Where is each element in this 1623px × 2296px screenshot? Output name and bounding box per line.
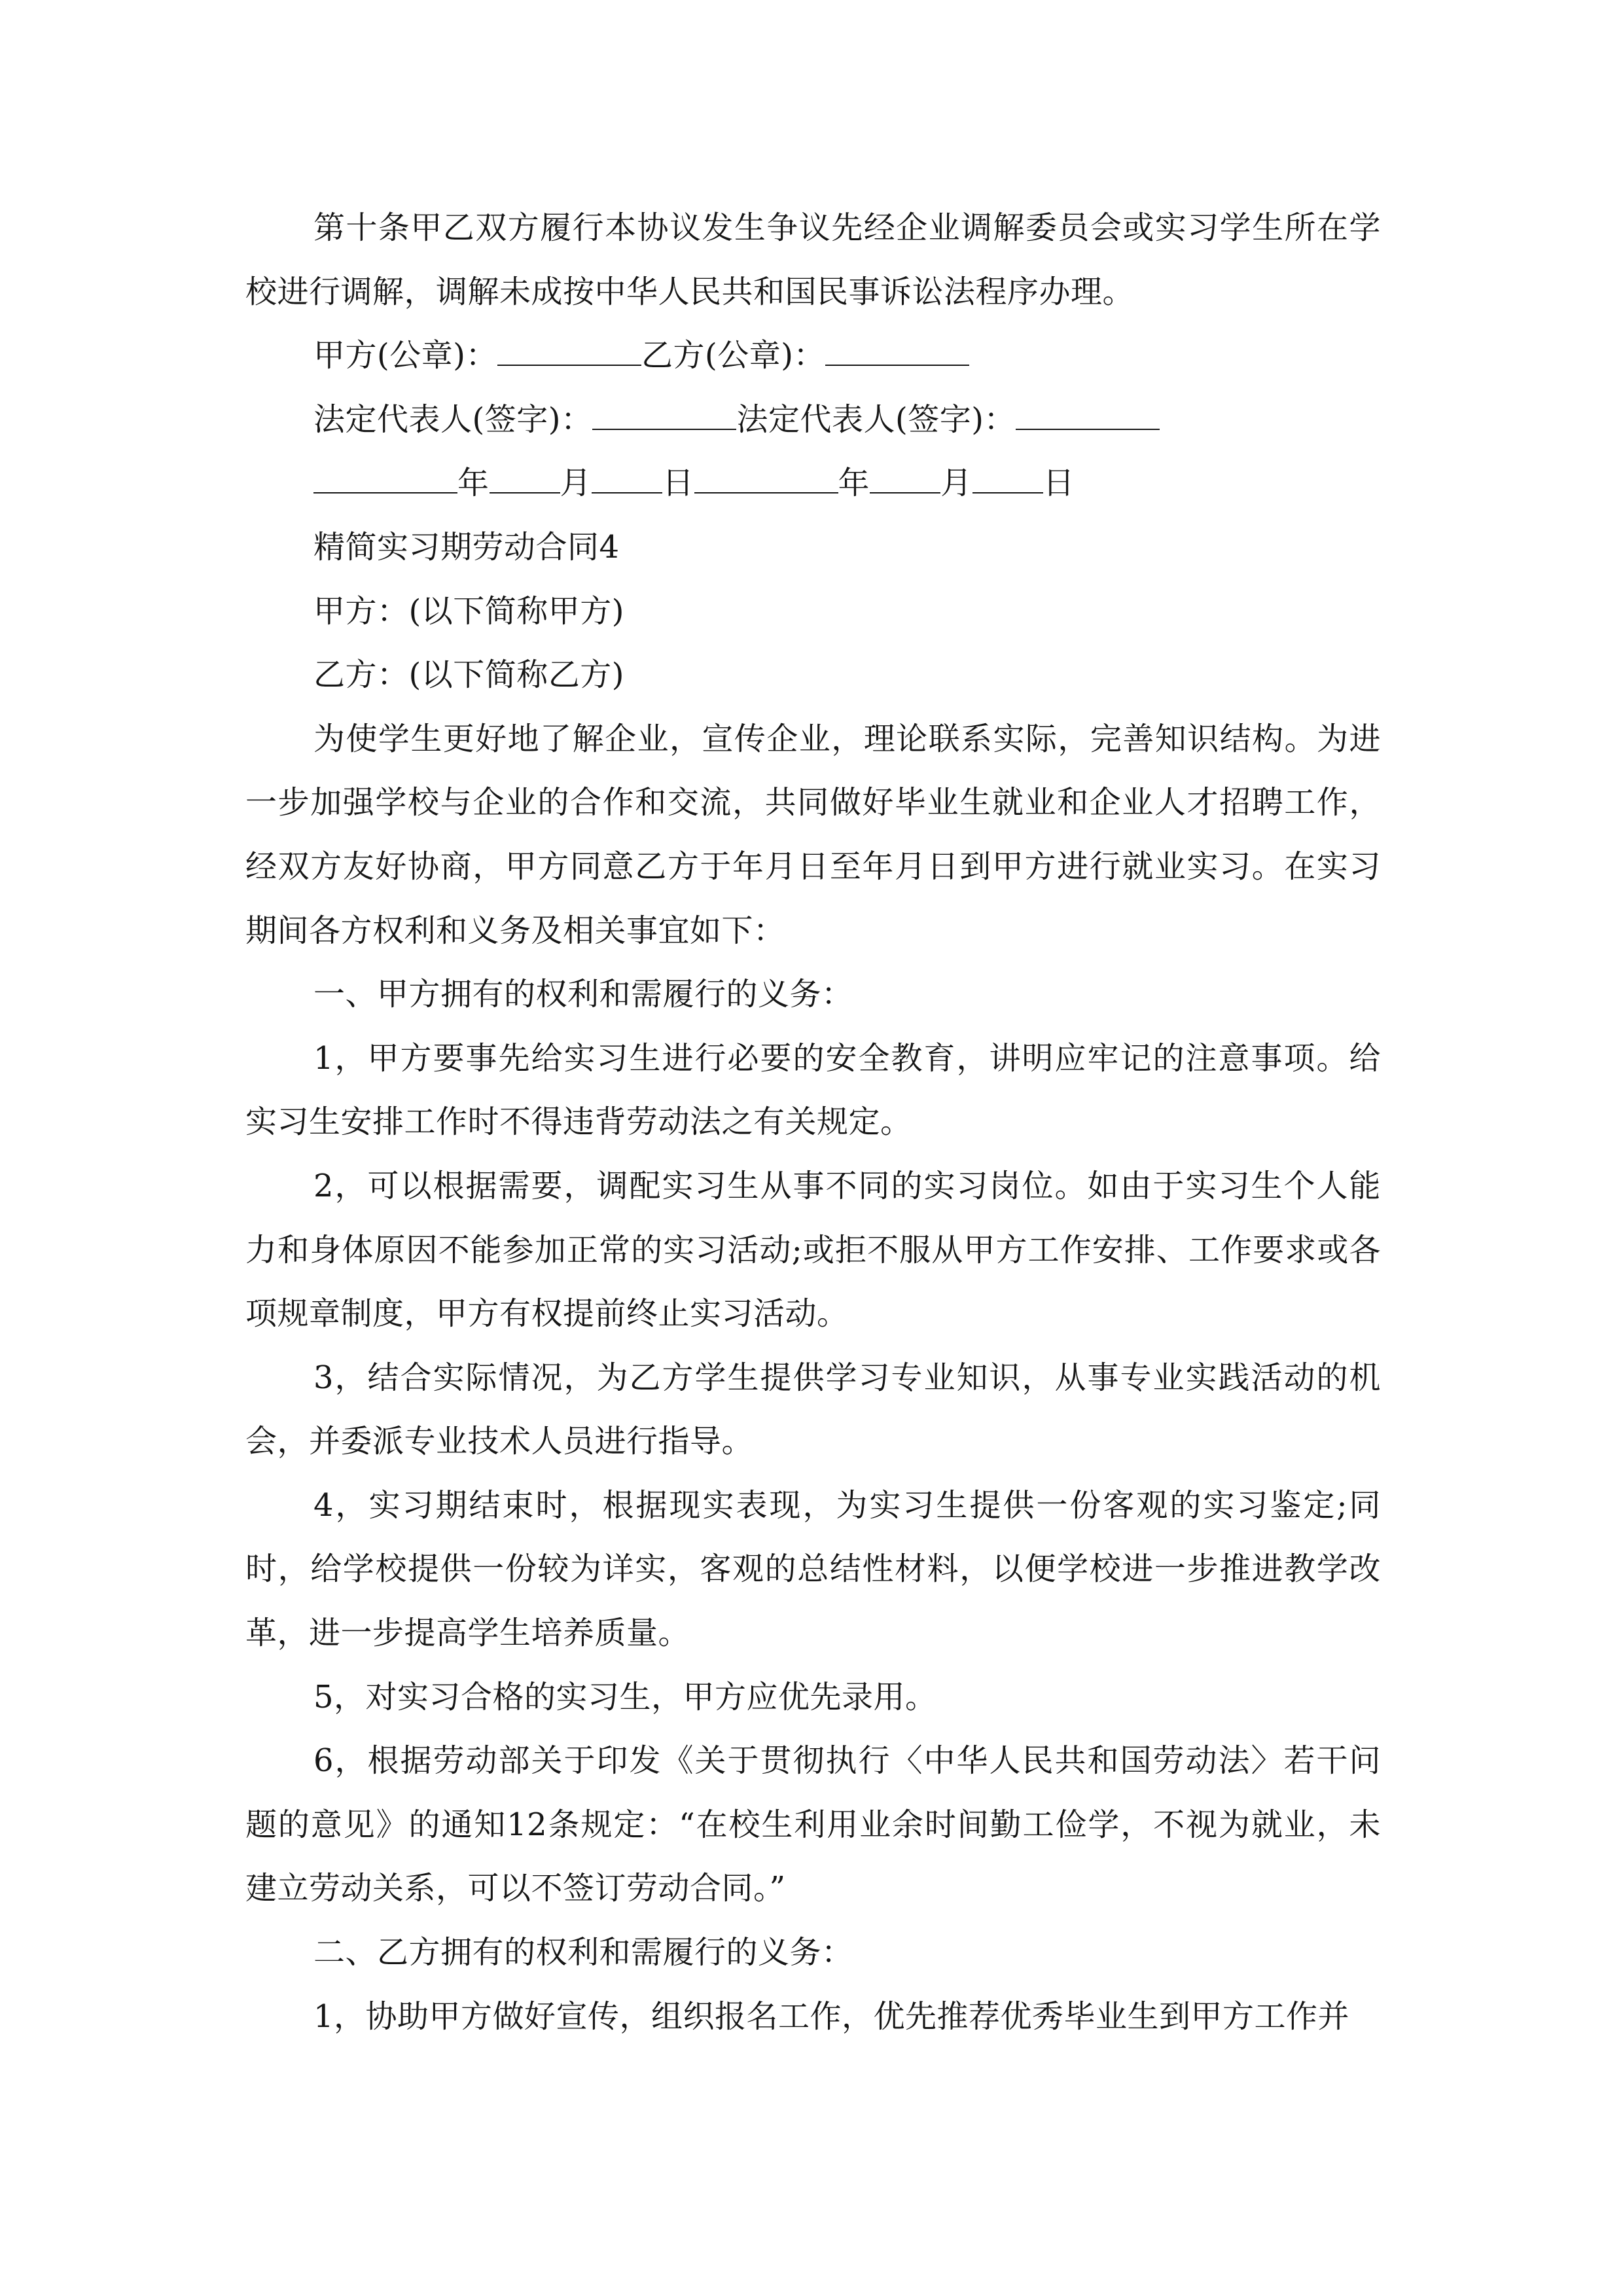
representative-signature-line	[245, 388, 1381, 452]
party-a-intro: 甲方：(以下简称甲方)	[313, 592, 624, 630]
date-line	[245, 452, 1381, 516]
section-2-item-1: 1，协助甲方做好宣传，组织报名工作，优先推荐优秀毕业生到甲方工作并	[313, 1998, 1350, 2035]
section-1-heading: 一、甲方拥有的权利和需履行的义务：	[313, 976, 853, 1013]
party-a-month-blank	[490, 463, 560, 493]
party-a-month-label: 月	[560, 465, 592, 502]
seal-signature-line	[245, 324, 1381, 388]
section-1-item-2: 2，可以根据需要，调配实习生从事不同的实习岗位。如由于实习生个人能力和身体原因不能参加正常的实习活动;或拒不服从甲方工作安排、工作要求或各项规章制度，甲方有权提前终止实习活动。	[245, 1167, 1381, 1333]
party-a-rep-blank	[592, 400, 736, 430]
party-a-seal-label: 甲方(公章)：	[313, 337, 497, 374]
section-2-heading: 二、乙方拥有的权利和需履行的义务：	[313, 1934, 853, 1971]
section-1-item-3: 3，结合实际情况，为乙方学生提供学习专业知识，从事专业实践活动的机会，并委派专业技术人员进行指导。	[245, 1359, 1381, 1460]
party-b-seal-blank	[825, 336, 969, 366]
section-1-item-4: 4，实习期结束时，根据现实表现，为实习生提供一份客观的实习鉴定;同时，给学校提供一份较为详实，客观的总结性材料，以便学校进一步推进教学改革，进一步提高学生培养质量。	[245, 1486, 1381, 1652]
party-a-day-blank	[592, 463, 662, 493]
party-a-rep-label: 法定代表人(签字)：	[313, 401, 593, 438]
party-a-year-label: 年	[457, 465, 490, 502]
party-b-day-blank	[972, 463, 1043, 493]
party-b-month-blank	[870, 463, 940, 493]
party-b-day-label: 日	[1043, 465, 1075, 502]
party-a-seal-blank	[497, 336, 641, 366]
article-10-paragraph: 第十条甲乙双方履行本协议发生争议先经企业调解委员会或实习学生所在学校进行调解，调解未成按中华人民共和国民事诉讼法程序办理。	[245, 209, 1381, 310]
party-b-intro: 乙方：(以下简称乙方)	[313, 656, 624, 694]
party-a-day-label: 日	[662, 465, 694, 502]
preamble-paragraph: 为使学生更好地了解企业，宣传企业，理论联系实际，完善知识结构。为进一步加强学校与企业的合作和交流，共同做好毕业生就业和企业人才招聘工作，经双方友好协商，甲方同意乙方于年月日至年月日到甲方进行就业实习。在实习期间各方权利和义务及相关事宜如下：	[245, 720, 1381, 949]
party-a-year-blank	[313, 463, 457, 493]
contract-title: 精简实习期劳动合同4	[313, 528, 620, 565]
section-1-item-6: 6，根据劳动部关于印发《关于贯彻执行〈中华人民共和国劳动法〉若干问题的意见》的通知12条规定：“在校生利用业余时间勤工俭学，不视为就业，未建立劳动关系，可以不签订劳动合同。”	[245, 1742, 1381, 1907]
section-1-item-5: 5，对实习合格的实习生，甲方应优先录用。	[313, 1678, 937, 1715]
party-b-year-label: 年	[838, 465, 870, 502]
party-b-rep-label: 法定代表人(签字)：	[736, 401, 1016, 438]
party-b-year-blank	[694, 463, 838, 493]
party-b-rep-blank	[1016, 400, 1160, 430]
party-b-seal-label: 乙方(公章)：	[641, 337, 825, 374]
party-b-month-label: 月	[940, 465, 972, 502]
document-body	[245, 196, 1381, 2049]
section-1-item-1: 1，甲方要事先给实习生进行必要的安全教育，讲明应牢记的注意事项。给实习生安排工作时不得违背劳动法之有关规定。	[245, 1039, 1381, 1141]
